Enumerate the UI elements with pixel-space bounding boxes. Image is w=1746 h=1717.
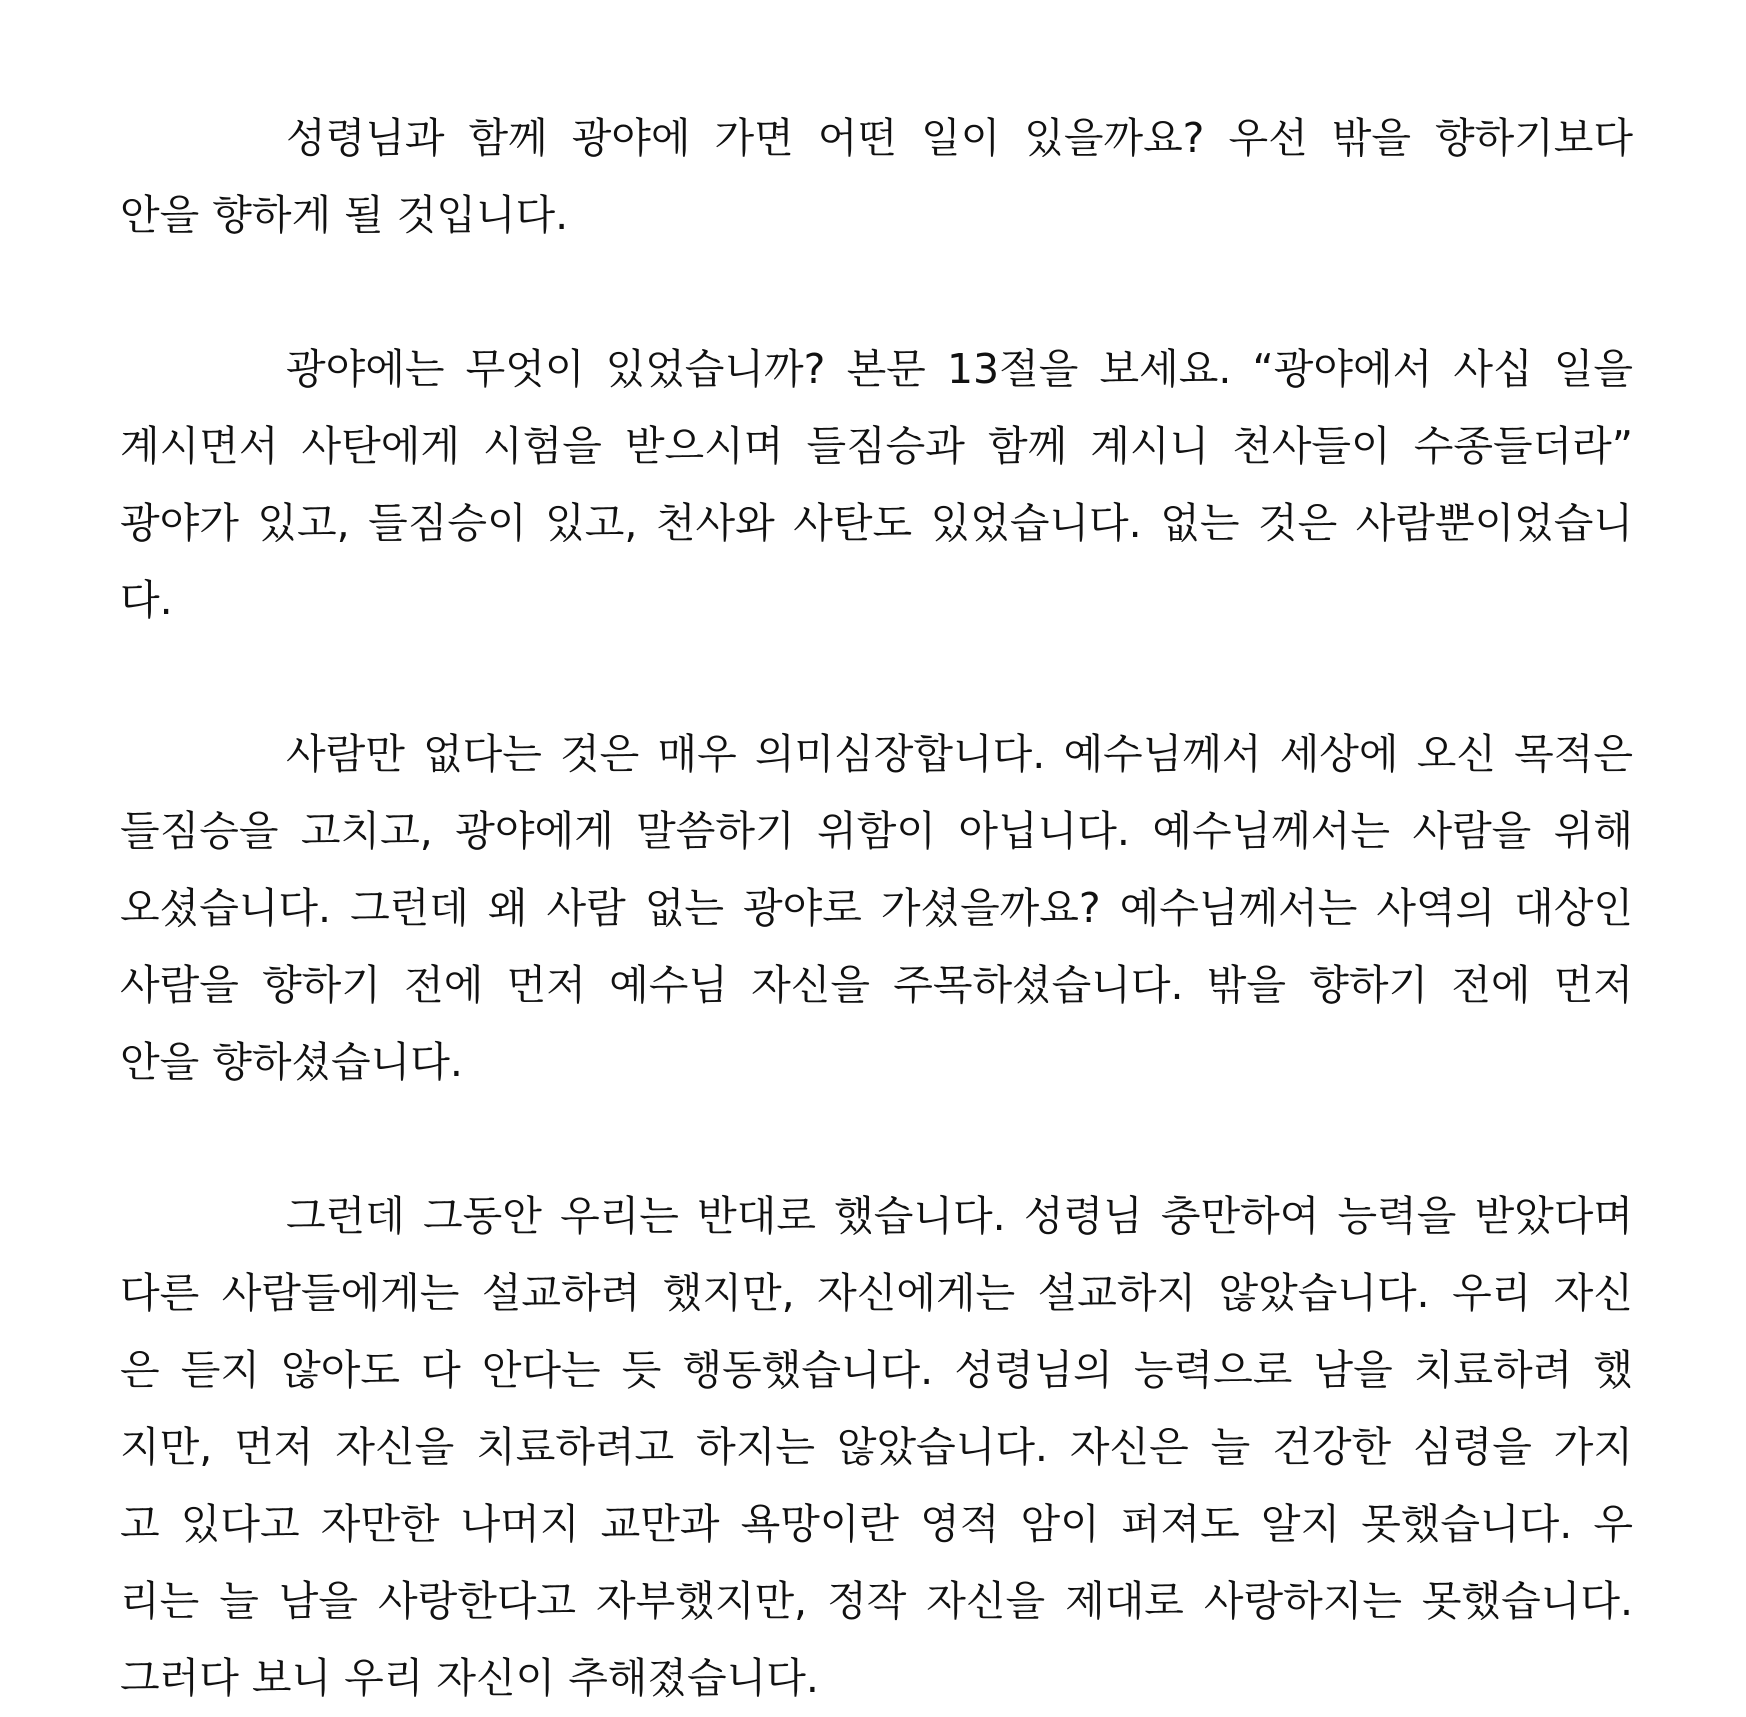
text-line: 광야가 있고, 들짐승이 있고, 천사와 사탄도 있었습니다. 없는 것은 사람뿐이었습니 xyxy=(120,499,1633,547)
paragraph-1 xyxy=(120,100,1633,254)
paragraph-4 xyxy=(120,1178,1633,1717)
text-line: 은 듣지 않아도 다 안다는 듯 행동했습니다. 성령님의 능력으로 남을 치료하려 했 xyxy=(120,1346,1633,1394)
text-line: 리는 늘 남을 사랑한다고 자부했지만, 정작 자신을 제대로 사랑하지는 못했습니다. xyxy=(120,1577,1633,1625)
paragraph-3 xyxy=(120,716,1633,1101)
text-line: 안을 향하셨습니다. xyxy=(120,1038,463,1086)
text-line: 오셨습니다. 그런데 왜 사람 없는 광야로 가셨을까요? 예수님께서는 사역의 대상인 xyxy=(120,884,1633,932)
text-line: 사람만 없다는 것은 매우 의미심장합니다. 예수님께서 세상에 오신 목적은 xyxy=(286,730,1633,778)
paragraph-2 xyxy=(120,331,1633,639)
text-line: 다. xyxy=(120,576,173,624)
text-line: 그런데 그동안 우리는 반대로 했습니다. 성령님 충만하여 능력을 받았다며 xyxy=(286,1192,1633,1240)
text-line: 성령님과 함께 광야에 가면 어떤 일이 있을까요? 우선 밖을 향하기보다 xyxy=(286,114,1633,162)
text-line: 고 있다고 자만한 나머지 교만과 욕망이란 영적 암이 퍼져도 알지 못했습니다. 우 xyxy=(120,1500,1633,1548)
document-body xyxy=(120,100,1633,1717)
text-line: 광야에는 무엇이 있었습니까? 본문 13절을 보세요. “광야에서 사십 일을 xyxy=(286,345,1633,393)
text-line: 그러다 보니 우리 자신이 추해졌습니다. xyxy=(120,1654,819,1702)
text-line: 계시면서 사탄에게 시험을 받으시며 들짐승과 함께 계시니 천사들이 수종들더라” xyxy=(120,422,1633,470)
text-line: 들짐승을 고치고, 광야에게 말씀하기 위함이 아닙니다. 예수님께서는 사람을 위해 xyxy=(120,807,1633,855)
text-line: 안을 향하게 될 것입니다. xyxy=(120,191,569,239)
text-line: 다른 사람들에게는 설교하려 했지만, 자신에게는 설교하지 않았습니다. 우리 자신 xyxy=(120,1269,1633,1317)
text-line: 지만, 먼저 자신을 치료하려고 하지는 않았습니다. 자신은 늘 건강한 심령을 가지 xyxy=(120,1423,1633,1471)
text-line: 사람을 향하기 전에 먼저 예수님 자신을 주목하셨습니다. 밖을 향하기 전에 먼저 xyxy=(120,961,1633,1009)
